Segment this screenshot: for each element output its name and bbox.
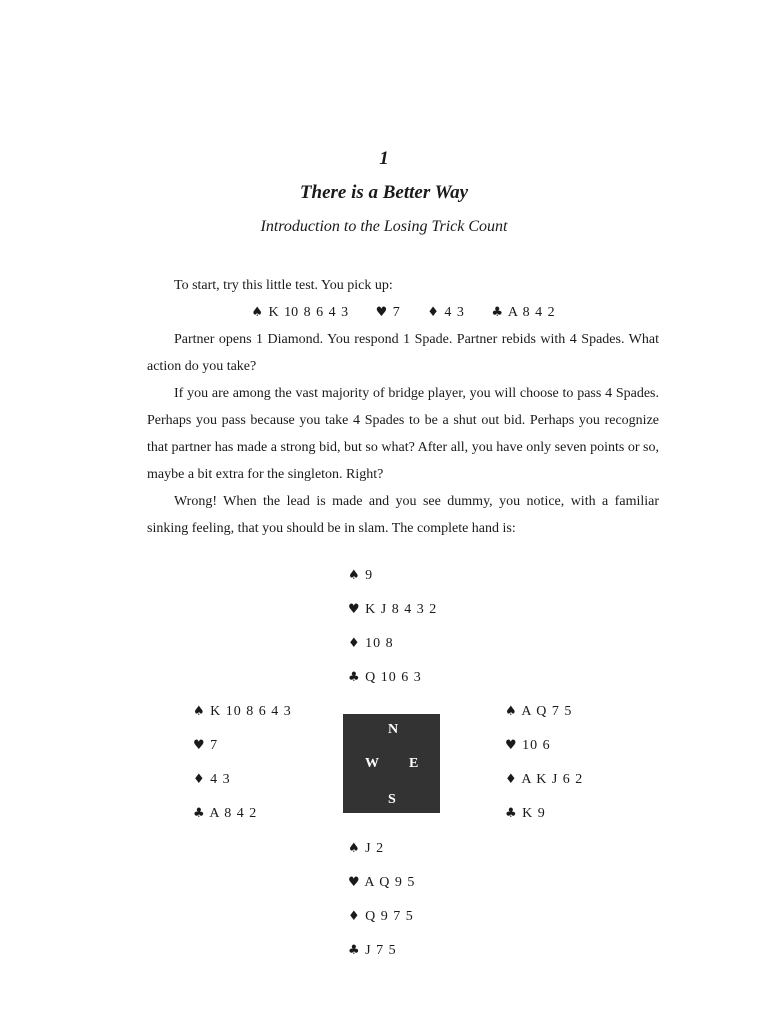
spade-icon: ♠ xyxy=(193,704,206,719)
east-diamonds: ♦ A K J 6 2 xyxy=(505,772,584,787)
west-spades: ♠ K 10 8 6 4 3 xyxy=(193,704,292,719)
compass-west: W xyxy=(365,756,379,771)
club-icon: ♣ xyxy=(491,305,504,320)
test-hand-spades: K 10 8 6 4 3 xyxy=(268,305,349,320)
chapter-subtitle: Introduction to the Losing Trick Count xyxy=(260,218,508,235)
east-clubs: ♣ K 9 xyxy=(505,806,546,821)
south-spades: ♠ J 2 xyxy=(348,841,385,856)
paragraph-auction: Partner opens 1 Diamond. You respond 1 Spade. Partner rebids with 4 Spades. What action do you take? xyxy=(147,332,659,374)
compass-box xyxy=(343,714,440,813)
heart-icon: ♥ xyxy=(348,875,361,890)
diamond-icon: ♦ xyxy=(348,636,361,651)
north-spades: ♠ 9 xyxy=(348,568,374,583)
diamond-icon: ♦ xyxy=(505,772,518,787)
paragraph-wrong: Wrong! When the lead is made and you see dummy, you notice, with a familiar sinking feeling, that you should be in slam. The complete hand is: xyxy=(147,494,659,536)
west-diamonds: ♦ 4 3 xyxy=(193,772,231,787)
north-diamonds: ♦ 10 8 xyxy=(348,636,394,651)
east-hearts: ♥ 10 6 xyxy=(505,738,551,753)
body-text xyxy=(147,272,659,542)
spade-icon: ♠ xyxy=(348,568,361,583)
spade-icon: ♠ xyxy=(505,704,518,719)
club-icon: ♣ xyxy=(505,806,518,821)
east-spades: ♠ A Q 7 5 xyxy=(505,704,573,719)
chapter-title: There is a Better Way xyxy=(299,182,469,203)
heart-icon: ♥ xyxy=(348,602,361,617)
paragraph-intro: To start, try this little test. You pick up: xyxy=(174,278,393,293)
heart-icon: ♥ xyxy=(505,738,518,753)
test-hand-diamonds: 4 3 xyxy=(444,305,464,320)
south-clubs: ♣ J 7 5 xyxy=(348,943,397,958)
compass-east: E xyxy=(409,756,419,771)
south-hearts: ♥ A Q 9 5 xyxy=(348,875,416,890)
spade-icon: ♠ xyxy=(348,841,361,856)
club-icon: ♣ xyxy=(348,670,361,685)
club-icon: ♣ xyxy=(348,943,361,958)
test-hand xyxy=(147,299,659,326)
diamond-icon: ♦ xyxy=(427,305,439,320)
west-clubs: ♣ A 8 4 2 xyxy=(193,806,258,821)
paragraph-majority: If you are among the vast majority of bridge player, you will choose to pass 4 Spades. Perhaps you pass because you take 4 Spades to be a shut out bid. Perhaps you recognize that partner has made a strong bid, but so what? After all, you have only seven points or so, maybe a bit extra for the singleton. Right? xyxy=(147,386,659,482)
club-icon: ♣ xyxy=(193,806,206,821)
compass-south: S xyxy=(388,792,396,807)
diamond-icon: ♦ xyxy=(193,772,206,787)
heart-icon: ♥ xyxy=(375,305,388,320)
north-hearts: ♥ K J 8 4 3 2 xyxy=(348,602,438,617)
test-hand-clubs: A 8 4 2 xyxy=(507,305,555,320)
chapter-number: 1 xyxy=(379,148,389,169)
north-clubs: ♣ Q 10 6 3 xyxy=(348,670,422,685)
diamond-icon: ♦ xyxy=(348,909,361,924)
heart-icon: ♥ xyxy=(193,738,206,753)
west-hearts: ♥ 7 xyxy=(193,738,219,753)
south-diamonds: ♦ Q 9 7 5 xyxy=(348,909,414,924)
spade-icon: ♠ xyxy=(251,305,263,320)
test-hand-hearts: 7 xyxy=(392,305,400,320)
compass-north: N xyxy=(388,722,399,737)
